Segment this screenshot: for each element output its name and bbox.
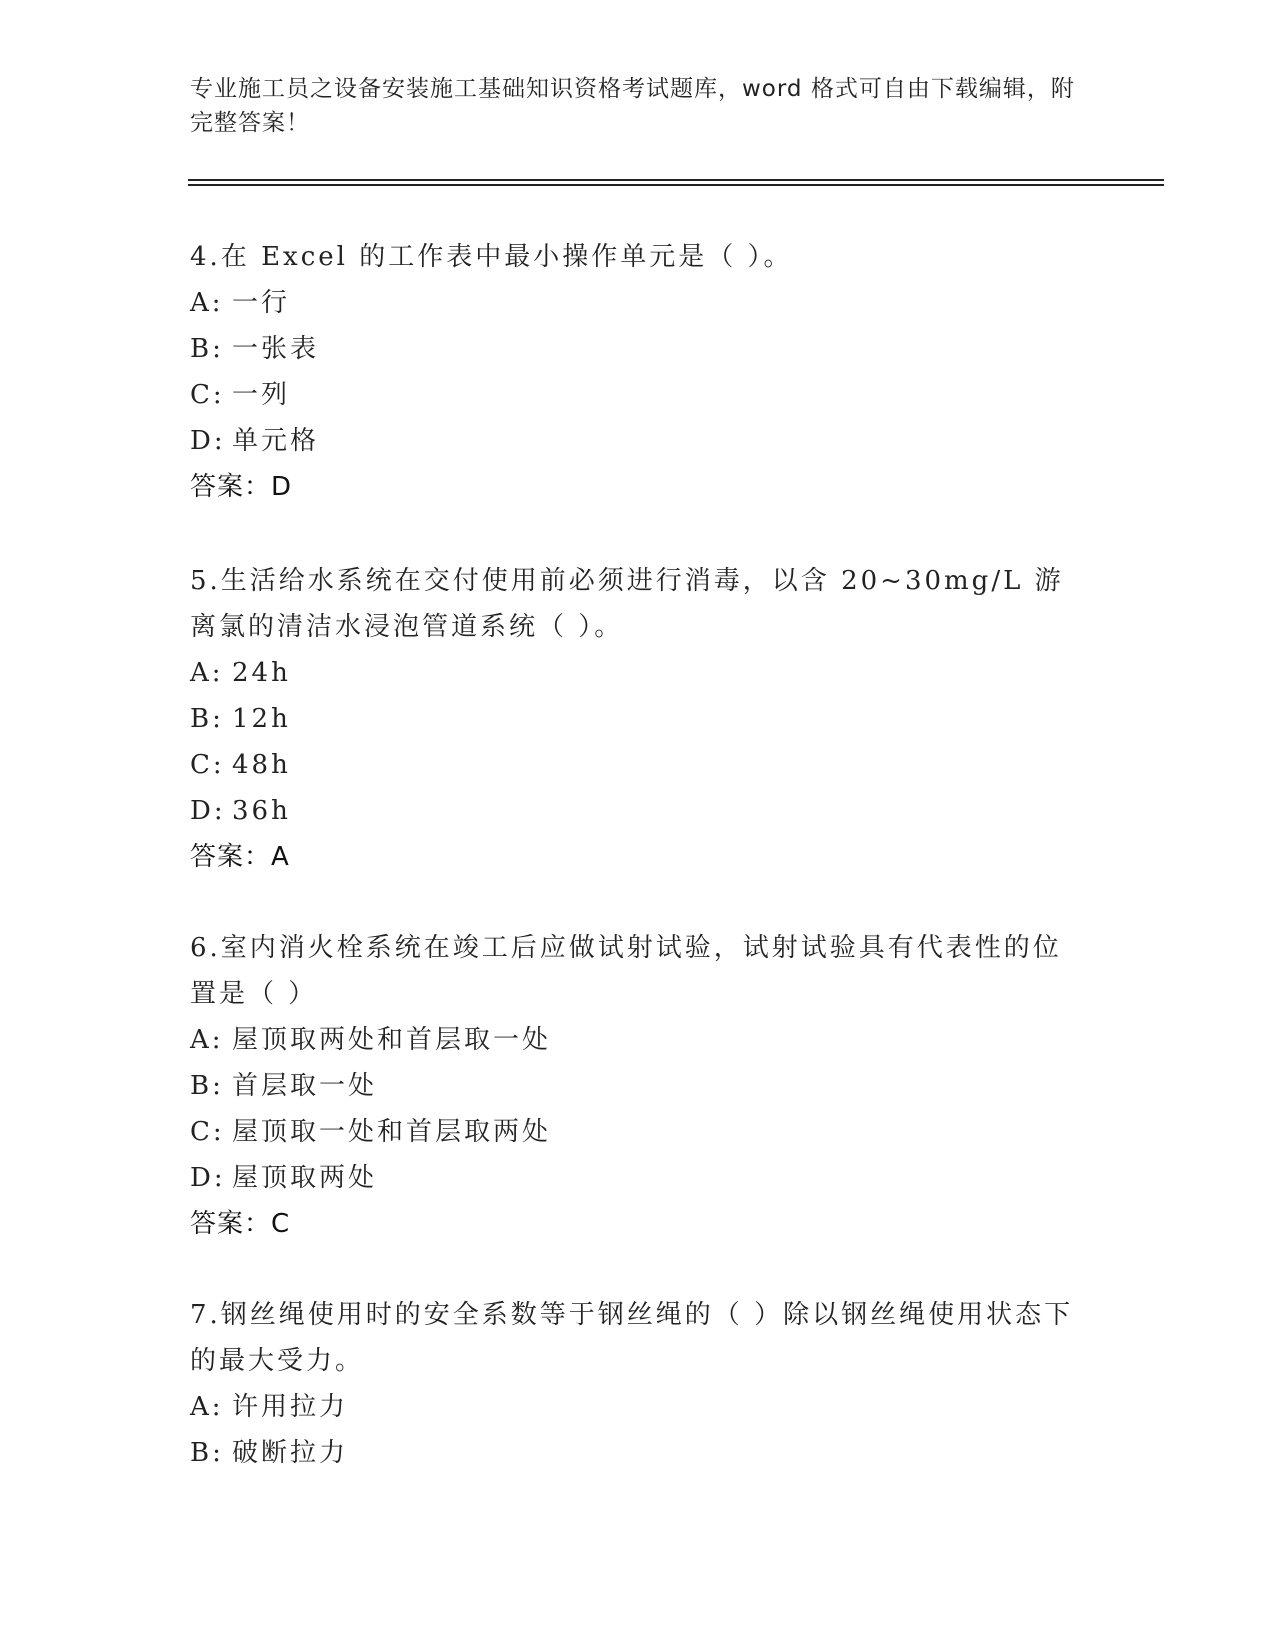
option-letter: B:	[190, 334, 224, 364]
answer-line: 答案：A	[190, 842, 290, 872]
option-c	[190, 372, 1090, 418]
option-text: 一列	[232, 380, 291, 410]
option-letter: B:	[190, 704, 224, 734]
option-text: 屋顶取两处	[232, 1163, 378, 1193]
option-b	[190, 326, 1090, 372]
option-text: 许用拉力	[232, 1392, 349, 1422]
option-a	[190, 1384, 1090, 1430]
option-text: 48h	[232, 750, 291, 780]
option-text: 首层取一处	[232, 1071, 378, 1101]
option-text: 36h	[232, 796, 291, 826]
option-text: 一张表	[232, 334, 320, 364]
header-divider-bottom	[188, 184, 1164, 186]
option-letter: A:	[190, 658, 224, 688]
question-6	[190, 925, 1090, 1247]
option-b	[190, 1430, 1090, 1476]
option-a	[190, 1017, 1090, 1063]
option-c	[190, 1109, 1090, 1155]
question-stem: 4.在 Excel 的工作表中最小操作单元是（ ）。	[190, 242, 793, 272]
answer-line: 答案：D	[190, 472, 293, 502]
question-stem: 5.生活给水系统在交付使用前必须进行消毒，以含 20~30mg/L 游离氯的清洁水浸泡管道系统（ ）。	[190, 566, 1064, 642]
option-d	[190, 418, 1090, 464]
document-header: 专业施工员之设备安装施工基础知识资格考试题库，word 格式可自由下载编辑，附完整答案！	[190, 76, 1075, 136]
option-text: 屋顶取两处和首层取一处	[232, 1025, 552, 1055]
option-letter: D:	[190, 796, 226, 826]
option-letter: C:	[190, 1117, 225, 1147]
option-letter: A:	[190, 288, 224, 318]
option-text: 单元格	[232, 426, 320, 456]
question-5	[190, 558, 1090, 880]
option-b	[190, 1063, 1090, 1109]
option-d	[190, 1155, 1090, 1201]
answer-line: 答案：C	[190, 1209, 291, 1239]
option-letter: A:	[190, 1392, 224, 1422]
option-letter: B:	[190, 1071, 224, 1101]
option-letter: D:	[190, 1163, 226, 1193]
option-letter: D:	[190, 426, 226, 456]
option-text: 24h	[232, 658, 291, 688]
option-letter: C:	[190, 380, 225, 410]
option-text: 一行	[232, 288, 291, 318]
question-stem: 7.钢丝绳使用时的安全系数等于钢丝绳的（ ）除以钢丝绳使用状态下的最大受力。	[190, 1300, 1074, 1376]
option-d	[190, 788, 1090, 834]
option-letter: B:	[190, 1438, 224, 1468]
option-text: 屋顶取一处和首层取两处	[232, 1117, 552, 1147]
option-text: 破断拉力	[232, 1438, 349, 1468]
question-7	[190, 1292, 1090, 1476]
option-letter: C:	[190, 750, 225, 780]
option-c	[190, 742, 1090, 788]
option-letter: A:	[190, 1025, 224, 1055]
option-a	[190, 280, 1090, 326]
option-text: 12h	[232, 704, 291, 734]
question-stem: 6.室内消火栓系统在竣工后应做试射试验，试射试验具有代表性的位置是（ ）	[190, 933, 1062, 1009]
option-b	[190, 696, 1090, 742]
question-4	[190, 234, 1090, 510]
header-divider-top	[188, 179, 1164, 181]
option-a	[190, 650, 1090, 696]
